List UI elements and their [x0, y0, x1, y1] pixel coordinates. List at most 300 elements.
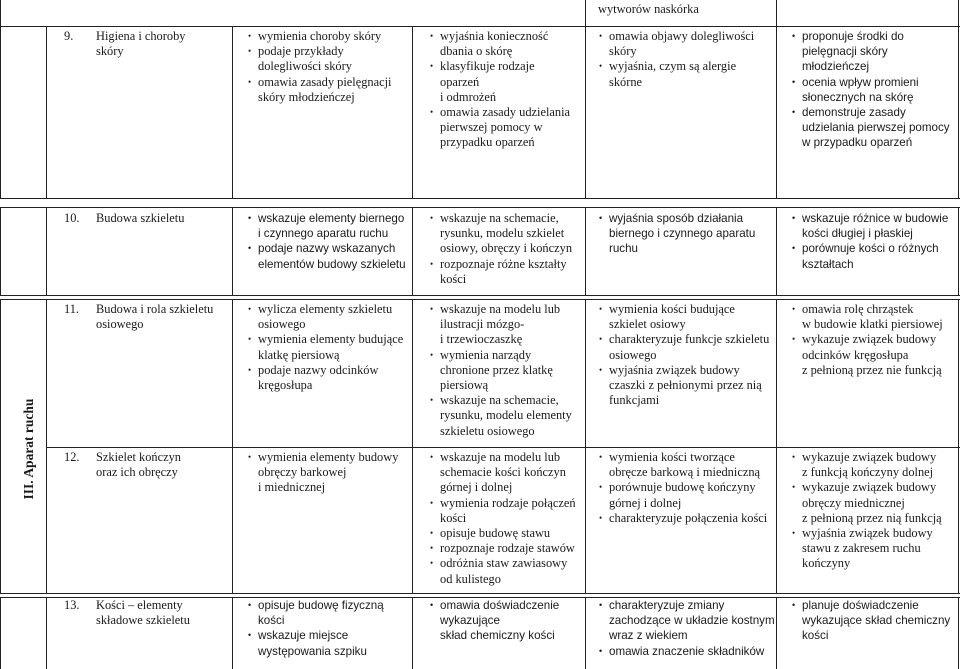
requirement-text: elementów budowy szkieletu: [258, 257, 406, 271]
row-number: 12.: [64, 450, 80, 464]
requirement-text: ruchu: [609, 242, 639, 256]
topic-title: [96, 450, 181, 480]
table-rule: [0, 198, 960, 199]
table-rule: [0, 207, 1, 296]
requirement-text: skóry: [609, 44, 637, 59]
bullet-icon: •: [430, 528, 434, 539]
requirement-cell: [248, 598, 413, 659]
requirement-item: [599, 59, 784, 74]
requirement-text: i odmrożeń: [440, 89, 497, 104]
requirement-text: górnej i dolnej: [609, 495, 682, 510]
requirement-item: [599, 598, 784, 613]
bullet-icon: •: [430, 452, 434, 462]
requirement-continuation: [430, 120, 585, 135]
bullet-icon: •: [430, 349, 434, 360]
requirement-cell: [792, 450, 952, 572]
table-rule: [46, 299, 47, 594]
requirement-continuation: [430, 572, 585, 587]
requirement-text: wymienia elementy budowy: [258, 450, 399, 464]
requirement-item: [430, 496, 585, 511]
bullet-icon: •: [599, 364, 603, 375]
requirement-item: [599, 511, 784, 526]
requirement-text: funkcjami: [609, 393, 660, 408]
bullet-icon: •: [248, 364, 252, 375]
requirement-continuation: [430, 628, 585, 643]
requirement-text: szkielet osiowy: [609, 317, 686, 332]
requirement-text: omawia zasady pielęgnacji: [258, 74, 392, 89]
requirement-text: piersiową: [440, 378, 489, 393]
requirement-continuation: [599, 628, 784, 643]
requirement-text: charakteryzuje zmiany: [609, 599, 725, 612]
requirement-text: podaje nazwy wskazanych: [258, 242, 396, 256]
requirement-text: opisuje budowę stawu: [440, 526, 551, 541]
requirement-text: rysunku, modelu elementy: [440, 408, 572, 423]
requirement-cell: [599, 302, 784, 408]
requirement-continuation: [248, 465, 413, 480]
bullet-icon: •: [792, 31, 796, 41]
bullet-icon: •: [248, 452, 252, 462]
bullet-icon: •: [599, 482, 603, 493]
requirement-item: [792, 241, 952, 256]
requirement-text: demonstruje zasady: [802, 106, 906, 120]
requirement-text: kości: [802, 629, 829, 643]
requirement-continuation: [430, 511, 585, 526]
requirement-cell: [248, 302, 413, 393]
requirement-item: [430, 541, 585, 556]
requirement-text: kształtach: [802, 257, 854, 271]
requirement-continuation: [792, 363, 952, 378]
requirement-item: [248, 29, 413, 44]
topic-title: [96, 302, 213, 332]
requirement-continuation: [792, 628, 952, 643]
requirement-text: obręcze barkową i miedniczną: [609, 465, 761, 480]
bullet-icon: •: [599, 31, 603, 41]
bullet-icon: •: [430, 31, 434, 41]
requirement-text: wskazuje na modelu lub: [440, 302, 561, 316]
requirement-item: [248, 211, 413, 226]
bullet-icon: •: [792, 452, 796, 462]
table-rule: [46, 26, 47, 199]
bullet-icon: •: [248, 334, 252, 345]
requirement-continuation: [792, 541, 952, 556]
requirement-text: wskazuje miejsce: [258, 629, 349, 643]
requirement-continuation: [599, 378, 784, 393]
requirement-item: [248, 628, 413, 643]
requirement-cell: [430, 211, 585, 287]
requirement-continuation: [792, 226, 952, 241]
requirement-item: [792, 302, 952, 317]
requirement-text: wykazuje związek budowy: [802, 332, 937, 347]
requirement-continuation: [430, 317, 585, 332]
requirement-text: rysunku, modelu szkielet: [440, 226, 565, 241]
requirement-text: kości: [258, 614, 285, 628]
table-rule: [232, 26, 233, 199]
requirement-continuation: [430, 378, 585, 393]
requirement-item: [599, 302, 784, 317]
requirement-item: [792, 75, 952, 90]
requirement-continuation: [599, 465, 784, 480]
requirement-item: [599, 29, 784, 44]
requirement-text: omawia rolę chrząstek: [802, 302, 914, 316]
requirement-text: wylicza elementy szkieletu: [258, 302, 393, 316]
requirement-item: [792, 105, 952, 120]
requirement-text: odróżnia staw zawiasowy: [440, 556, 568, 571]
bullet-icon: •: [792, 482, 796, 493]
requirement-text: kości: [440, 271, 467, 286]
requirement-text: wskazuje elementy biernego: [258, 212, 405, 225]
bullet-icon: •: [430, 543, 434, 554]
bullet-icon: •: [430, 600, 434, 610]
requirement-cell: [792, 302, 952, 378]
requirement-item: [248, 363, 413, 378]
requirement-continuation: [430, 613, 585, 628]
requirement-text: występowania szpiku: [258, 644, 367, 658]
requirement-continuation: [599, 75, 784, 90]
bullet-icon: •: [430, 395, 434, 406]
table-rule: [958, 207, 959, 296]
requirement-continuation: [599, 348, 784, 363]
requirement-text: podaje przykłady: [258, 44, 344, 59]
requirement-text: omawia doświadczenie: [440, 599, 560, 612]
requirement-cell: [248, 211, 413, 272]
requirement-item: [430, 348, 585, 363]
table-rule: [0, 593, 960, 594]
bullet-icon: •: [599, 600, 603, 610]
table-rule: [958, 26, 959, 199]
requirement-continuation: [248, 613, 413, 628]
requirement-text: ilustracji mózgo-: [440, 317, 525, 332]
topic-title-line: Higiena i choroby: [96, 29, 186, 43]
requirement-text: wyjaśnia związek budowy: [609, 362, 740, 377]
requirement-text: z pełnioną przez nie funkcją: [802, 362, 942, 377]
table-rule: [232, 299, 233, 594]
topic-title-line: skóry: [96, 44, 124, 59]
requirement-cell: [430, 450, 585, 587]
table-rule: [585, 26, 586, 199]
requirement-item: [599, 332, 784, 347]
requirement-cell: [599, 29, 784, 90]
row-number: 11.: [64, 302, 80, 316]
requirement-continuation: [430, 226, 585, 241]
requirement-text: wskazuje na schemacie,: [440, 393, 559, 408]
requirement-continuation: [599, 613, 784, 628]
requirement-text: wymienia kości budujące: [609, 302, 735, 316]
bullet-icon: •: [248, 304, 252, 314]
table-rule: [46, 207, 47, 296]
requirement-text: od kulistego: [440, 571, 501, 586]
requirement-text: wymienia narządy: [440, 347, 532, 362]
table-rule: [776, 0, 777, 26]
requirement-text: charakteryzuje funkcje szkieletu: [609, 332, 770, 347]
requirement-text: wraz z wiekiem: [609, 629, 688, 643]
requirement-continuation: [430, 272, 585, 287]
requirement-continuation: [430, 465, 585, 480]
requirement-text: młodzieńczej: [802, 60, 870, 74]
section-label-text: III. Aparat ruchu: [21, 398, 36, 500]
requirement-continuation: [430, 480, 585, 495]
requirement-text: górnej i dolnej: [440, 480, 513, 495]
requirement-text: omawia zasady udzielania: [440, 105, 571, 120]
bullet-icon: •: [248, 31, 252, 41]
requirement-continuation: [599, 393, 784, 408]
requirement-item: [248, 598, 413, 613]
requirement-text: wyjaśnia konieczność: [440, 29, 549, 43]
requirement-continuation: [792, 317, 952, 332]
requirement-text: wskazuje na modelu lub: [440, 450, 561, 464]
table-rule: [0, 299, 960, 300]
requirement-text: stawu z zakresem ruchu: [802, 541, 921, 556]
requirement-continuation: [430, 44, 585, 59]
requirement-text: osiowego: [258, 317, 306, 332]
row-number: 10.: [64, 211, 80, 225]
bullet-icon: •: [599, 61, 603, 72]
bullet-icon: •: [599, 512, 603, 523]
table-rule: [232, 207, 233, 296]
bullet-icon: •: [599, 645, 603, 656]
requirement-text: skórne: [609, 74, 643, 89]
requirement-continuation: [248, 90, 413, 105]
table-rule: [585, 597, 586, 669]
requirement-continuation: [599, 317, 784, 332]
table-rule: [958, 299, 959, 594]
topic-title-line: składowe szkieletu: [96, 613, 190, 628]
requirement-item: [792, 29, 952, 44]
requirement-text: i miednicznej: [258, 480, 326, 495]
requirement-text: wymienia rodzaje połączeń: [440, 495, 576, 510]
requirement-text: kości: [440, 510, 467, 525]
requirement-item: [599, 211, 784, 226]
bullet-icon: •: [430, 497, 434, 508]
requirement-continuation: [430, 363, 585, 378]
row-number: 9.: [64, 29, 74, 43]
topic-title-line: Szkielet kończyn: [96, 450, 181, 464]
topic-title-line: Budowa i rola szkieletu: [96, 302, 214, 316]
requirement-continuation: [792, 257, 952, 272]
bullet-icon: •: [792, 213, 796, 223]
bullet-icon: •: [792, 76, 796, 87]
topic-title: [96, 29, 185, 59]
requirement-continuation: [430, 135, 585, 150]
bullet-icon: •: [430, 107, 434, 118]
requirement-text: wykazuje związek budowy: [802, 480, 937, 495]
requirement-item: [599, 644, 784, 659]
requirement-continuation: [248, 226, 413, 241]
requirement-text: omawia znaczenie składników: [609, 644, 765, 658]
requirement-item: [430, 29, 585, 44]
requirement-text: pielęgnacji skóry: [802, 45, 888, 59]
requirement-cell: [248, 29, 413, 105]
requirement-continuation: [792, 511, 952, 526]
requirement-continuation: [248, 378, 413, 393]
requirement-continuation: [792, 613, 952, 628]
requirement-continuation: [792, 348, 952, 363]
requirement-continuation: [792, 44, 952, 59]
requirement-text: z pełnioną przez nią funkcją: [802, 510, 942, 525]
requirement-text: słonecznych na skórę: [802, 90, 914, 104]
table-rule: [0, 207, 960, 208]
requirement-item: [248, 450, 413, 465]
requirement-text: planuje doświadczenie: [802, 599, 919, 612]
requirement-cell: [430, 598, 585, 644]
requirement-item: [792, 598, 952, 613]
requirement-text: klasyfikuje rodzaje: [440, 59, 535, 74]
requirement-cell: [792, 598, 952, 644]
requirement-continuation: [248, 644, 413, 659]
requirement-item: [430, 211, 585, 226]
requirement-text: zachodzące w układzie kostnym: [609, 614, 775, 628]
bullet-icon: •: [430, 61, 434, 72]
table-rule: [0, 26, 1, 199]
requirement-text: schemacie kości kończyn: [440, 465, 566, 480]
requirement-continuation: [248, 317, 413, 332]
table-rule: [958, 0, 959, 26]
requirement-item: [248, 75, 413, 90]
requirement-continuation: [248, 59, 413, 74]
requirement-text: wyjaśnia związek budowy: [802, 526, 933, 541]
requirement-text: rozpoznaje różne kształty: [440, 256, 567, 271]
requirement-continuation: [430, 241, 585, 256]
requirement-continuation: [792, 90, 952, 105]
table-rule: [0, 0, 1, 26]
row-number: 13.: [64, 598, 80, 612]
requirement-continuation: [792, 465, 952, 480]
requirement-text: przypadku oparzeń: [440, 135, 535, 150]
bullet-icon: •: [792, 528, 796, 539]
requirement-text: odcinków kręgosłupa: [802, 347, 909, 362]
requirement-text: wykazujące: [440, 614, 500, 628]
bullet-icon: •: [430, 558, 434, 569]
requirement-text: dbania o skórę: [440, 44, 513, 59]
requirement-text: udzielania pierwszej pomocy: [802, 121, 950, 135]
requirement-item: [430, 302, 585, 317]
requirement-item: [792, 332, 952, 347]
requirement-continuation: [599, 226, 784, 241]
requirement-text: chronione przez klatkę: [440, 362, 553, 377]
requirement-text: charakteryzuje połączenia kości: [609, 510, 768, 525]
bullet-icon: •: [792, 334, 796, 345]
requirement-text: ocenia wpływ promieni: [802, 75, 919, 89]
requirement-text: wymienia kości tworzące: [609, 450, 735, 464]
section-label: [14, 369, 44, 529]
bullet-icon: •: [792, 107, 796, 118]
bullet-icon: •: [599, 334, 603, 345]
requirement-item: [430, 257, 585, 272]
requirement-cell: [599, 211, 784, 257]
requirement-item: [430, 105, 585, 120]
requirement-item: [599, 363, 784, 378]
table-rule: [958, 597, 959, 669]
bullet-icon: •: [248, 46, 252, 57]
requirement-text: szkieletu osiowego: [440, 423, 535, 438]
requirement-item: [599, 480, 784, 495]
requirement-cell: [599, 598, 784, 659]
topic-title: [96, 598, 190, 628]
bullet-icon: •: [792, 600, 796, 610]
requirement-text: opisuje budowę fizyczną: [258, 599, 384, 612]
requirement-item: [430, 59, 585, 74]
requirement-text: wykazujące skład chemiczny: [802, 614, 951, 628]
requirement-cell: [430, 29, 585, 151]
requirement-continuation: [599, 496, 784, 511]
requirement-text: podaje nazwy odcinków: [258, 362, 379, 377]
requirement-item: [599, 450, 784, 465]
bullet-icon: •: [430, 258, 434, 269]
requirement-text: rozpoznaje rodzaje stawów: [440, 541, 575, 556]
bullet-icon: •: [248, 243, 252, 254]
table-rule: [0, 26, 960, 27]
requirement-text: oparzeń: [440, 74, 480, 89]
requirement-text: z funkcją kończyny dolnej: [802, 465, 934, 480]
requirement-text: omawia objawy dolegliwości: [609, 29, 755, 43]
requirement-text: kończyny: [802, 556, 851, 571]
table-rule: [0, 295, 960, 296]
requirement-text: wykazuje związek budowy: [802, 450, 937, 464]
requirement-continuation: [430, 75, 585, 90]
requirement-item: [248, 332, 413, 347]
bullet-icon: •: [248, 76, 252, 87]
requirement-item: [248, 44, 413, 59]
requirement-continuation: [248, 257, 413, 272]
requirement-text: wyjaśnia, czym są alergie: [609, 59, 737, 74]
requirement-text: wyjaśnia sposób działania: [609, 212, 744, 225]
topic-title-line: osiowego: [96, 317, 144, 332]
requirement-text: biernego i czynnego aparatu: [609, 227, 756, 241]
bullet-icon: •: [430, 213, 434, 223]
requirement-continuation: [599, 241, 784, 256]
requirement-item: [792, 526, 952, 541]
requirement-item: [792, 480, 952, 495]
requirement-continuation: [248, 348, 413, 363]
requirement-text: wskazuje na schemacie,: [440, 211, 559, 225]
topic-title-line: Budowa szkieletu: [96, 211, 185, 225]
requirement-text: obręczy miednicznej: [802, 495, 905, 510]
requirement-continuation: [430, 90, 585, 105]
requirement-continuation: [792, 59, 952, 74]
requirement-text: w przypadku oparzeń: [802, 136, 913, 150]
table-rule: [0, 597, 1, 669]
requirement-text: kości długiej i płaskiej: [802, 227, 913, 241]
requirement-text: czaszki z pełnionymi przez nią: [609, 378, 762, 393]
requirement-cell: [430, 302, 585, 439]
previous-page-fragment: wytworów naskórka: [598, 2, 699, 16]
requirement-text: obręczy barkowej: [258, 465, 347, 480]
topic-title-line: oraz ich obręczy: [96, 465, 178, 480]
table-rule: [232, 597, 233, 669]
requirement-item: [430, 598, 585, 613]
bullet-icon: •: [792, 243, 796, 254]
bullet-icon: •: [599, 452, 603, 462]
requirement-text: dolegliwości skóry: [258, 59, 352, 74]
requirement-text: porównuje budowę kończyny: [609, 480, 756, 495]
requirement-text: skład chemiczny kości: [440, 629, 555, 643]
bullet-icon: •: [599, 213, 603, 223]
requirement-text: osiowego: [609, 347, 657, 362]
table-rule: [585, 207, 586, 296]
bullet-icon: •: [792, 304, 796, 314]
requirement-text: klatkę piersiową: [258, 347, 340, 362]
requirement-item: [430, 526, 585, 541]
requirement-text: kręgosłupa: [258, 378, 313, 393]
table-rule: [585, 299, 586, 594]
requirement-item: [248, 241, 413, 256]
requirement-item: [248, 302, 413, 317]
requirement-text: w budowie klatki piersiowej: [802, 317, 943, 332]
requirement-text: i trzewioczaszkę: [440, 332, 523, 347]
requirement-item: [430, 450, 585, 465]
requirement-text: skóry młodzieńczej: [258, 89, 355, 104]
requirement-continuation: [792, 135, 952, 150]
requirement-cell: [792, 211, 952, 272]
